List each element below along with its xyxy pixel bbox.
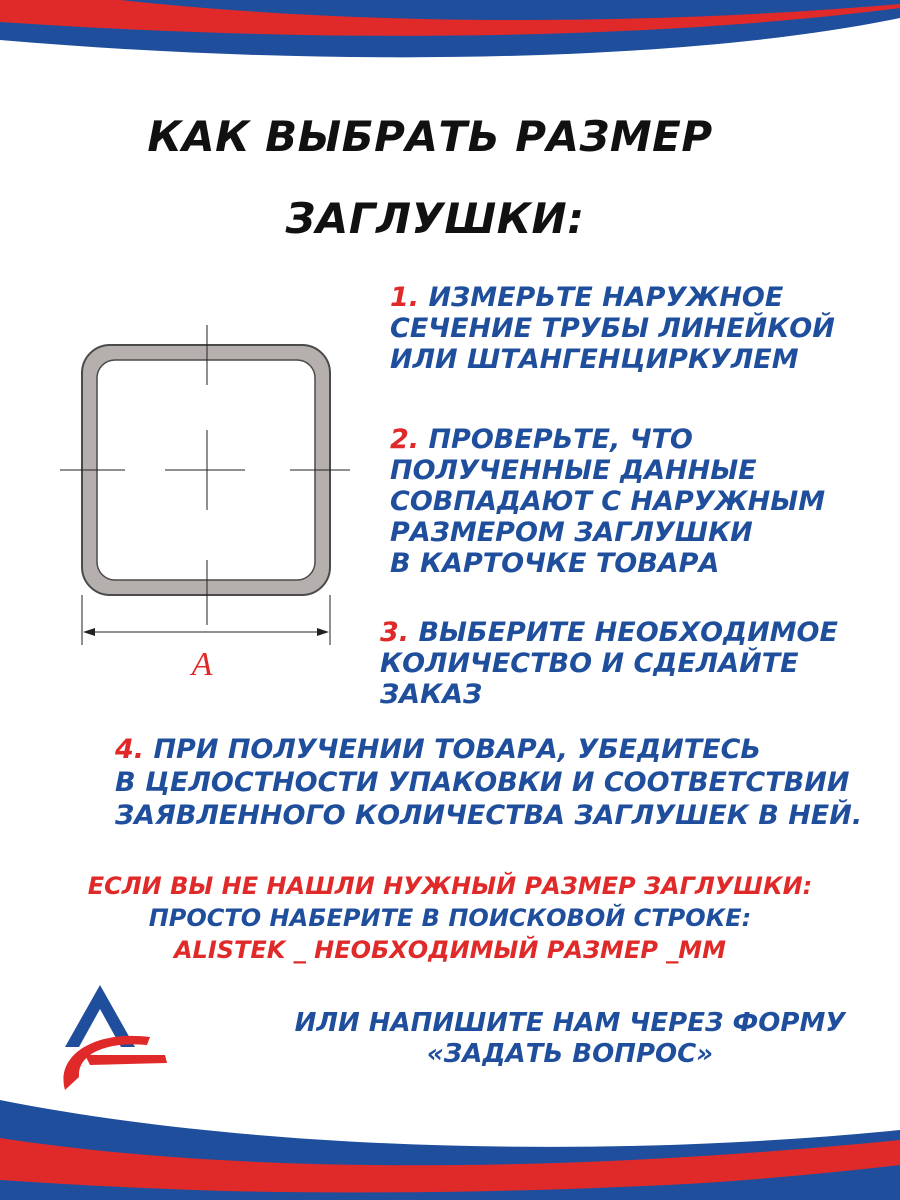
top-wave-decoration bbox=[0, 0, 900, 80]
contact-line-1: ИЛИ НАПИШИТЕ НАМ ЧЕРЕЗ ФОРМУ bbox=[294, 1008, 846, 1038]
tube-cross-section-diagram bbox=[55, 325, 355, 695]
step-3-text: ВЫБЕРИТЕ НЕОБХОДИМОЕ КОЛИЧЕСТВО И СДЕЛАЙТЕ ЗАКАЗ bbox=[380, 617, 838, 710]
step-2-number: 2. bbox=[390, 424, 420, 455]
step-4-text: ПРИ ПОЛУЧЕНИИ ТОВАРА, УБЕДИТЕСЬ В ЦЕЛОСТНОСТИ УПАКОВКИ И СООТВЕТСТВИИ ЗАЯВЛЕННОГО КОЛИЧЕСТВА ЗАГЛУШЕК В НЕЙ. bbox=[115, 734, 863, 831]
step-3 bbox=[380, 617, 890, 710]
step-4-number: 4. bbox=[115, 734, 145, 765]
page-title-line-1: КАК ВЫБРАТЬ РАЗМЕР bbox=[147, 112, 713, 161]
step-1-number: 1. bbox=[390, 282, 420, 313]
step-1-text: ИЗМЕРЬТЕ НАРУЖНОЕ СЕЧЕНИЕ ТРУБЫ ЛИНЕЙКОЙ ИЛИ ШТАНГЕНЦИРКУЛЕМ bbox=[390, 282, 835, 375]
step-3-number: 3. bbox=[380, 617, 410, 648]
dimension-label: A bbox=[191, 646, 213, 683]
search-note-line-1: ЕСЛИ ВЫ НЕ НАШЛИ НУЖНЫЙ РАЗМЕР ЗАГЛУШКИ: bbox=[87, 872, 813, 900]
step-2-text: ПРОВЕРЬТЕ, ЧТО ПОЛУЧЕННЫЕ ДАННЫЕ СОВПАДАЮТ С НАРУЖНЫМ РАЗМЕРОМ ЗАГЛУШКИ В КАРТОЧКЕ ТОВАРА bbox=[390, 424, 826, 579]
alistek-logo-icon bbox=[55, 985, 175, 1095]
search-query-example: ALISTEK _ НЕОБХОДИМЫЙ РАЗМЕР _ММ bbox=[173, 936, 727, 964]
page-title-line-2: ЗАГЛУШКИ: bbox=[285, 194, 585, 243]
step-4 bbox=[115, 733, 895, 832]
step-2 bbox=[390, 424, 890, 579]
search-note-line-2: ПРОСТО НАБЕРИТЕ В ПОИСКОВОЙ СТРОКЕ: bbox=[148, 904, 752, 932]
step-1 bbox=[390, 282, 890, 375]
ask-question-form-link[interactable]: «ЗАДАТЬ ВОПРОС» bbox=[426, 1039, 714, 1069]
bottom-wave-decoration bbox=[0, 1090, 900, 1200]
